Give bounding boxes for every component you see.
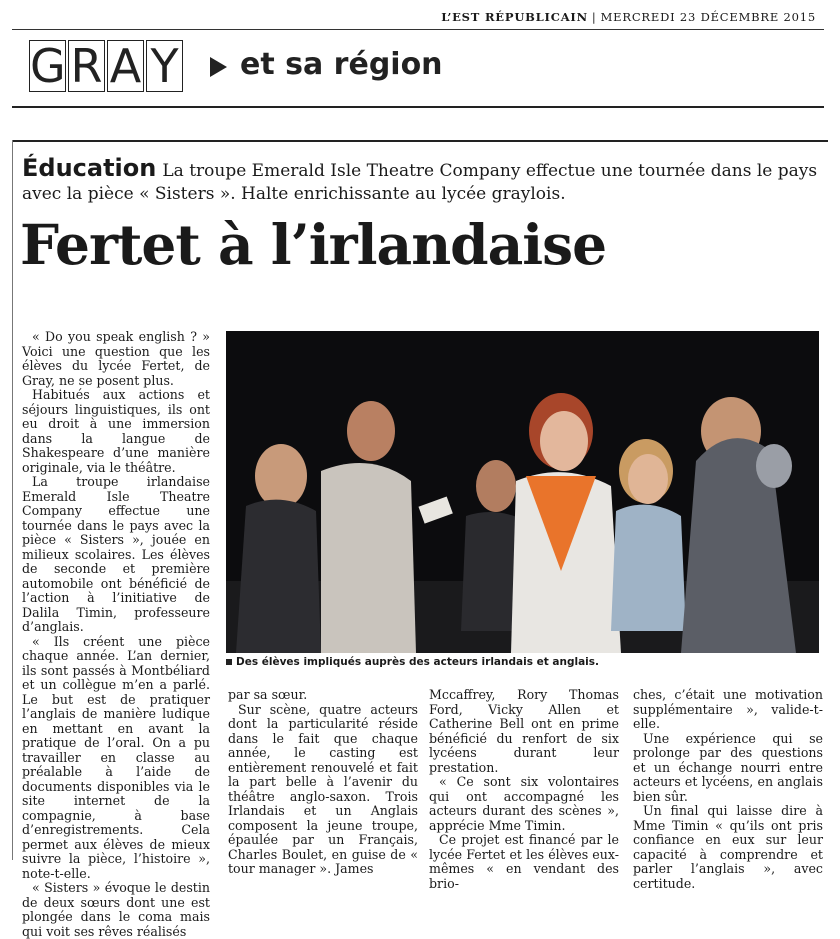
article-top-rule [12,140,828,142]
article-column-1 [22,330,210,939]
masthead: L’EST RÉPUBLICAIN | MERCREDI 23 DÉCEMBRE 2015 [441,10,816,24]
section-subtitle: et sa région [240,47,443,82]
article-kicker: Éducation [22,154,157,182]
arrow-right-icon [210,57,227,77]
section-title [29,40,183,92]
section-letter: Y [146,40,183,92]
article-column-3 [429,688,619,891]
paragraph: Mccaffrey, Rory Thomas Ford, Vicky Allen et Catherine Bell ont en prime bénéficié du renfort de six lycéens durant leur prestation. [429,687,619,775]
caption-bullet-icon [226,659,232,665]
section-rule [12,106,824,108]
paragraph: Une expérience qui se prolonge par des questions et un échange nourri entre acteurs et lycéens, en anglais bien sûr. [633,730,823,804]
photo-caption [226,656,819,668]
paragraph: par sa sœur. [228,687,308,702]
lead-text: La troupe Emerald Isle Theatre Company effectue une tournée dans le pays avec la pièce « Sisters ». Halte enrichissante au lycée graylois. [22,161,818,204]
caption-text: Des élèves impliqués auprès des acteurs irlandais et anglais. [236,656,599,668]
issue-date: MERCREDI 23 DÉCEMBRE 2015 [600,10,816,24]
paragraph: ches, c’était une motivation supplémentaire », valide-t-elle. [633,687,823,731]
paragraph: « Ils créent une pièce chaque année. L’an dernier, ils sont passés à Montbéliard et un collègue m’en a parlé. Le but est de pratiquer l’anglais de manière ludique en mettant en avant la pratique de l’oral. On a pu travailler en classe au préalable à l’aide de documents disponibles via le site internet de la compagnie, à base d’enregistrements. Cela permet aux élèves de mieux suivre la pièce, l’histoire », note-t-elle. [22,633,210,881]
paragraph: « Sisters » évoque le destin de deux sœurs dont une est plongée dans le coma mais qui voit ses rêves réalisés [22,880,210,939]
article-headline: Fertet à l’irlandaise [20,212,607,277]
article-column-4 [633,688,823,891]
masthead-rule [12,29,824,30]
paragraph: « Ce sont six volontaires qui ont accompagné les acteurs durant des scènes », apprécie Mme Timin. [429,774,619,833]
paragraph: « Do you speak english ? » Voici une question que les élèves du lycée Fertet, de Gray, ne se posent plus. [22,329,210,388]
paragraph: La troupe irlandaise Emerald Isle Theatre Company effectue une tournée dans le pays avec la pièce « Sisters », jouée en milieux scolaires. Les élèves de seconde et première automobile ont bénéficié de l’action à l’initiative de Dalila Timin, professeure d’anglais. [22,474,210,634]
paragraph: Sur scène, quatre acteurs dont la particularité réside dans le fait que chaque année, le casting est entièrement renouvelé et fait la part belle à l’avenir du théâtre anglo-saxon. Trois Irlandais et un Anglais composent la jeune troupe, épaulée par un Français, Charles Boulet, en guise de « tour manager ». James [228,701,418,876]
paragraph: Un final qui laisse dire à Mme Timin « qu’ils ont pris confiance en eux sur leur capacité à comprendre et parler l’anglais », avec certitude. [633,803,823,891]
article-lead [22,154,822,206]
section-letter: A [107,40,144,92]
article-photo [226,331,819,653]
article-column-2 [228,688,418,877]
section-letter: R [68,40,105,92]
paragraph: Habitués aux actions et séjours linguistiques, ils ont eu droit à une immersion dans la langue de Shakespeare d’une manière originale, via le théâtre. [22,387,210,475]
paper-name: L’EST RÉPUBLICAIN [441,10,588,24]
section-letter: G [30,39,66,93]
article-side-rule [12,140,13,860]
paragraph: Ce projet est financé par le lycée Fertet et les élèves eux-mêmes « en vendant des brio- [429,832,619,891]
